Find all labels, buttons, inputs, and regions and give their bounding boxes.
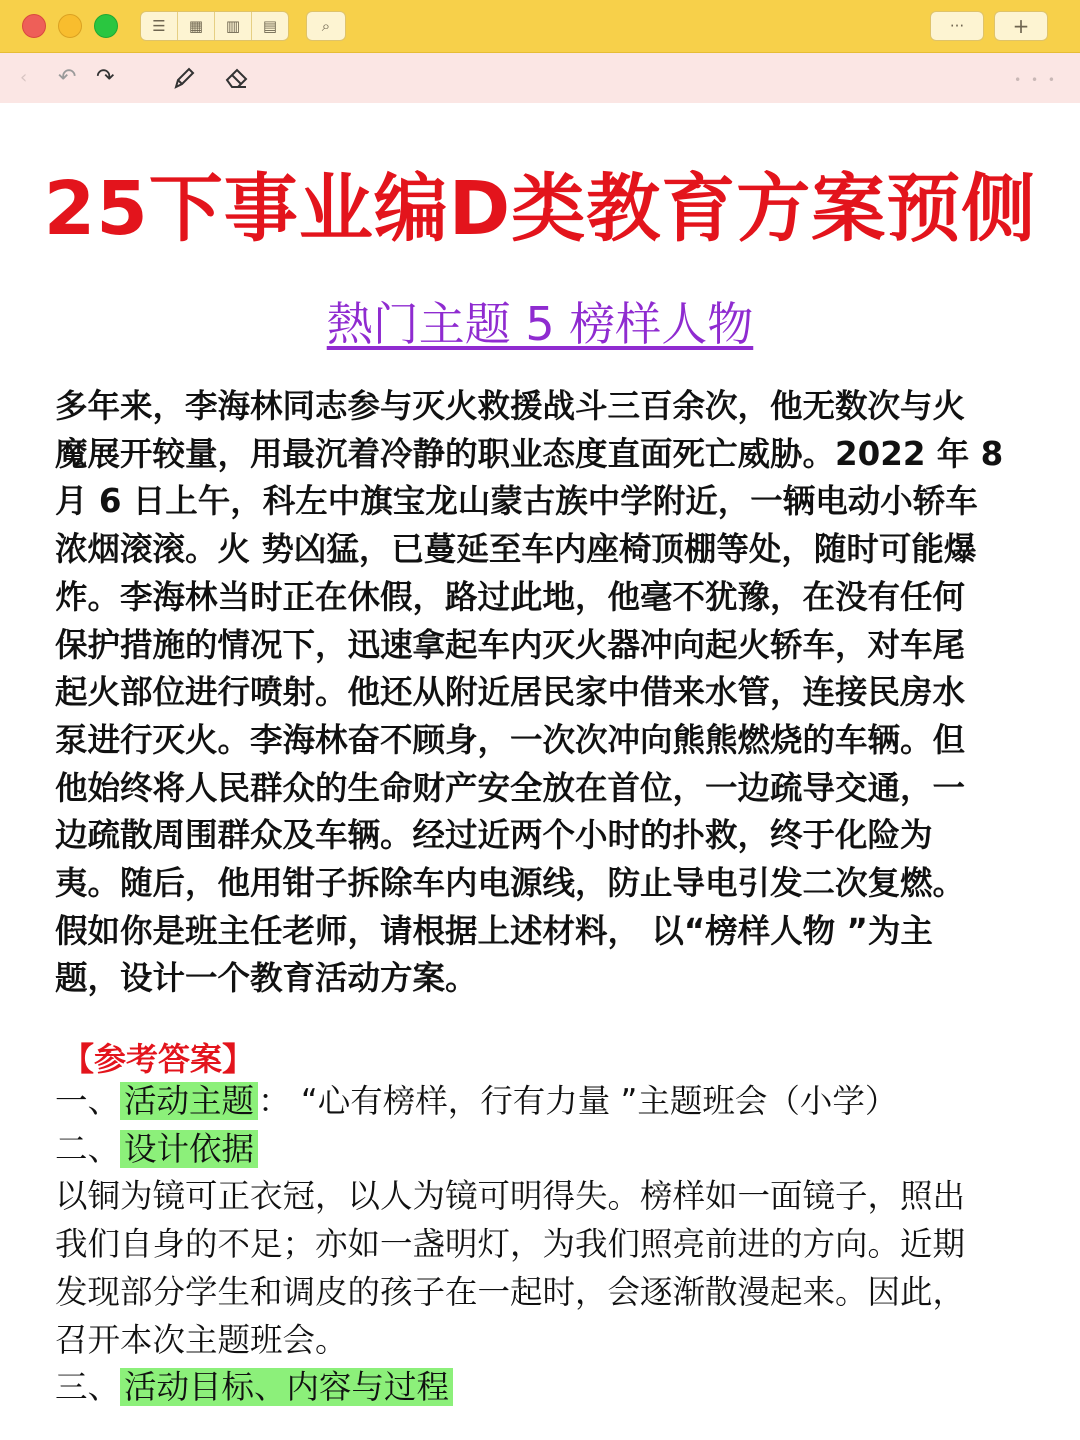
search-icon[interactable]: ⌕ bbox=[306, 11, 346, 41]
material-line: 他始终将人民群众的生命财产安全放在首位，一边疏导交通，一 bbox=[55, 768, 966, 807]
section-heading-line bbox=[55, 1126, 1025, 1174]
list-icon[interactable]: ☰ bbox=[141, 12, 178, 40]
section-prefix: 二、 bbox=[55, 1129, 121, 1168]
material-line: 保护措施的情况下，迅速拿起车内灭火器冲向起火轿车，对车尾 bbox=[55, 625, 966, 664]
section-heading-highlight: 设计依据 bbox=[120, 1130, 258, 1168]
basis-line: 我们自身的不足；亦如一盏明灯，为我们照亮前进的方向。近期 bbox=[55, 1225, 966, 1264]
answer-section bbox=[55, 1078, 1025, 1412]
basis-line: 发现部分学生和调皮的孩子在一起时，会逐渐散漫起来。因此， bbox=[55, 1272, 966, 1311]
section-rest: ： “心有榜样，行有力量 ”主题班会（小学） bbox=[258, 1082, 898, 1120]
back-chevron-icon[interactable]: ‹ bbox=[20, 67, 28, 88]
window-titlebar bbox=[0, 0, 1080, 53]
options-dots-icon[interactable]: • • • bbox=[1014, 73, 1058, 87]
edit-toolbar bbox=[0, 53, 1080, 103]
basis-line: 召开本次主题班会。 bbox=[55, 1320, 348, 1359]
close-window-button[interactable] bbox=[22, 14, 46, 38]
minimize-window-button[interactable] bbox=[58, 14, 82, 38]
section-prefix: 一、 bbox=[55, 1082, 121, 1120]
add-button[interactable] bbox=[994, 11, 1048, 41]
maximize-window-button[interactable] bbox=[94, 14, 118, 38]
eraser-icon[interactable] bbox=[224, 65, 250, 98]
add-label: + bbox=[1012, 14, 1030, 38]
document-subtitle: 熱门主题 5 榜样人物 bbox=[326, 297, 754, 351]
material-line: 假如你是班主任老师，请根据上述材料， 以“榜样人物 ”为主 bbox=[55, 911, 933, 950]
material-line: 泵进行灭火。李海林奋不顾身，一次次冲向熊熊燃烧的车辆。但 bbox=[55, 720, 966, 759]
section-prefix: 三、 bbox=[55, 1368, 121, 1407]
material-paragraph bbox=[55, 383, 1025, 1003]
material-line: 起火部位进行喷射。他还从附近居民家中借来水管，连接民房水 bbox=[55, 673, 966, 712]
material-line: 多年来，李海林同志参与灭火救援战斗三百余次，他无数次与火 bbox=[55, 387, 966, 425]
material-line: 炸。李海林当时正在休假，路过此地，他毫不犹豫，在没有任何 bbox=[55, 577, 966, 616]
pen-icon[interactable] bbox=[172, 65, 196, 98]
section-heading-line bbox=[55, 1078, 1025, 1126]
material-line: 浓烟滚滚。火 势凶猛，已蔓延至车内座椅顶棚等处，随时可能爆 bbox=[55, 530, 977, 569]
undo-icon[interactable]: ↶ bbox=[58, 65, 77, 90]
section-heading-line bbox=[55, 1364, 1025, 1412]
material-line: 月 6 日上午，科左中旗宝龙山蒙古族中学附近，一辆电动小轿车 bbox=[55, 482, 978, 521]
answer-label: 【参考答案】 bbox=[62, 1040, 255, 1078]
material-line: 夷。随后，他用钳子拆除车内电源线，防止导电引发二次复燃。 bbox=[55, 864, 966, 903]
more-label: ··· bbox=[949, 17, 965, 35]
redo-icon[interactable]: ↷ bbox=[96, 65, 115, 90]
map-icon[interactable]: ▥ bbox=[215, 12, 252, 40]
grid-icon[interactable]: ▦ bbox=[178, 12, 215, 40]
table-icon[interactable]: ▤ bbox=[262, 17, 278, 35]
more-button[interactable] bbox=[930, 11, 984, 41]
material-line: 边疏散周围群众及车辆。经过近两个小时的扑救，终于化险为 bbox=[55, 816, 933, 855]
document-title: 25下事业编D类教育方案预侧 bbox=[43, 166, 1037, 252]
section-heading-highlight: 活动主题 bbox=[120, 1082, 258, 1120]
section-heading-highlight: 活动目标、内容与过程 bbox=[120, 1368, 453, 1406]
basis-line: 以铜为镜可正衣冠，以人为镜可明得失。榜样如一面镜子，照出 bbox=[55, 1177, 966, 1216]
view-mode-group bbox=[140, 11, 289, 41]
material-line: 魔展开较量，用最沉着冷静的职业态度直面死亡威胁。2022 年 8 bbox=[55, 434, 1004, 473]
material-line: 题，设计一个教育活动方案。 bbox=[55, 959, 478, 998]
